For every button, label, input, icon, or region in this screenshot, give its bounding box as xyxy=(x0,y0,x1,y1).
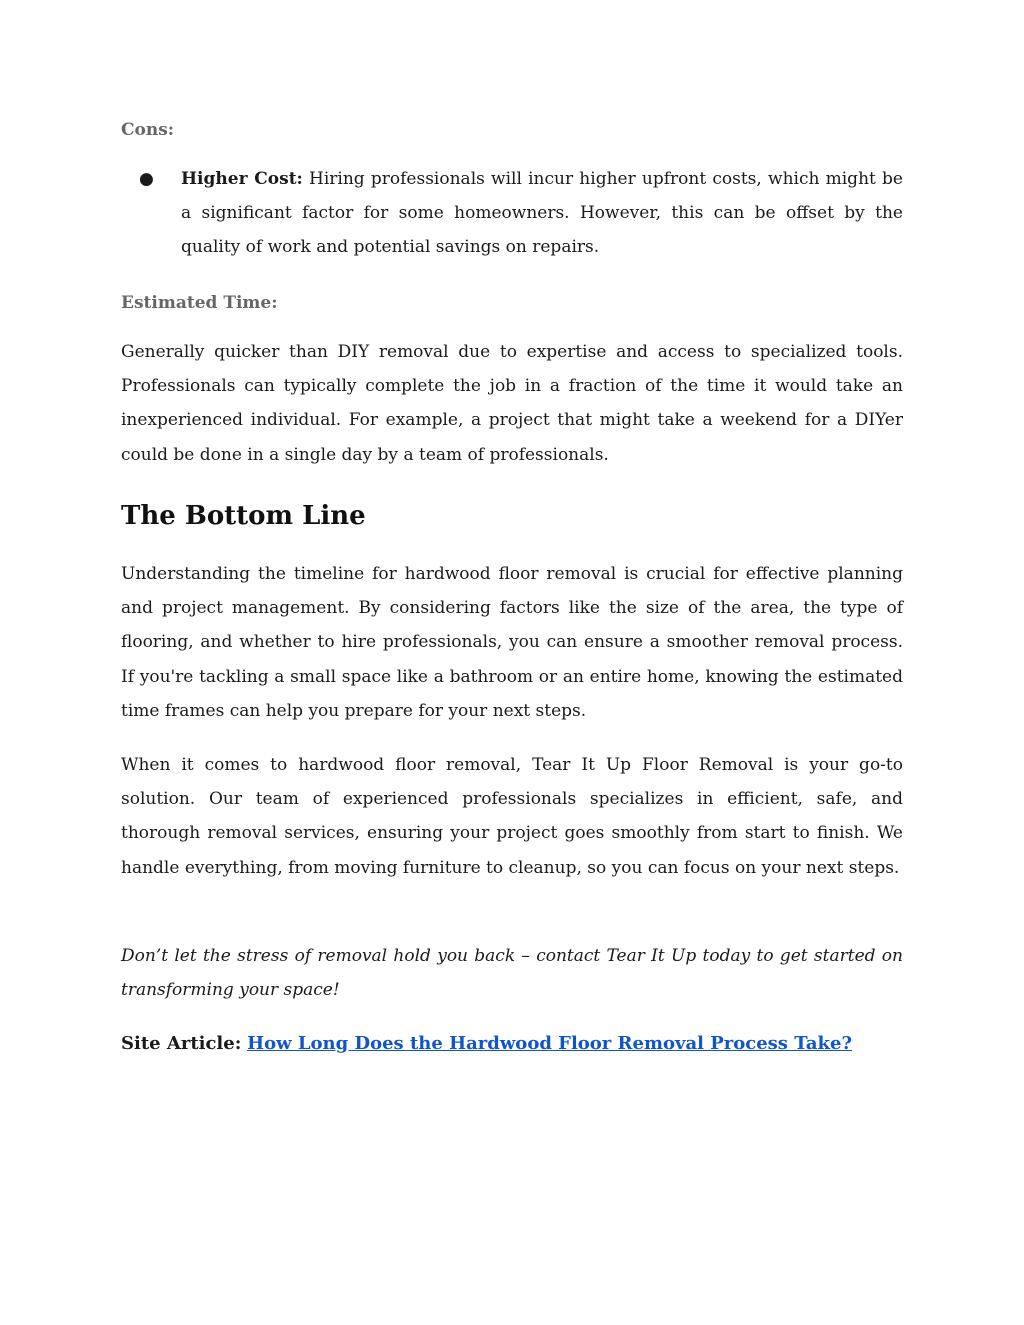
site-article-line xyxy=(121,1028,852,1060)
bullet-text: Hiring professionals will incur higher upfront costs, which might be a significant factor for some homeowners. However, this can be offset by the quality of work and potential savings on repairs. xyxy=(181,169,903,258)
bottom-line-paragraph-2: When it comes to hardwood floor removal, Tear It Up Floor Removal is your go-to solution. Our team of experienced professionals specializes in efficient, safe, and thorough removal services, ensuring your project goes smoothly from start to finish. We handle everything, from moving furniture to cleanup, so you can focus on your next steps. xyxy=(121,755,903,878)
cons-label: Cons: xyxy=(121,120,175,140)
list-item xyxy=(121,162,903,265)
estimated-time-label: Estimated Time: xyxy=(121,293,278,313)
estimated-time-paragraph: Generally quicker than DIY removal due to expertise and access to specialized tools. Professionals can typically complete the job in a fraction of the time it would take an inexperienced individual. For example, a project that might take a weekend for a DIYer could be done in a single day by a team of professionals. xyxy=(121,342,903,465)
cons-list xyxy=(121,162,903,265)
bullet-icon: ● xyxy=(139,169,154,189)
site-article-label: Site Article: xyxy=(121,1033,242,1054)
bullet-title: Higher Cost: xyxy=(181,169,303,189)
bottom-line-heading: The Bottom Line xyxy=(121,501,366,531)
site-article-link[interactable]: How Long Does the Hardwood Floor Removal Process Take? xyxy=(247,1033,853,1054)
call-to-action: Don’t let the stress of removal hold you back – contact Tear It Up today to get started on transforming your space! xyxy=(121,946,903,1001)
bottom-line-paragraph-1: Understanding the timeline for hardwood floor removal is crucial for effective planning and project management. By considering factors like the size of the area, the type of flooring, and whether to hire professionals, you can ensure a smoother removal process. If you're tackling a small space like a bathroom or an entire home, knowing the estimated time frames can help you prepare for your next steps. xyxy=(121,564,903,721)
